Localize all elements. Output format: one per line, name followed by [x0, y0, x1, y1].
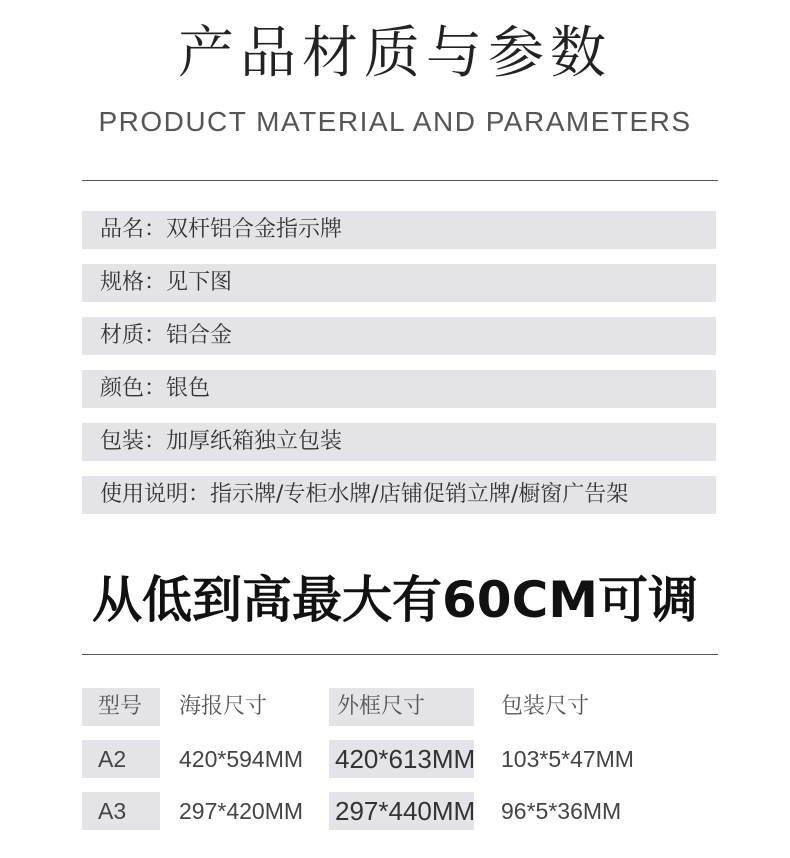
cell-model-a2: A2 [82, 740, 160, 778]
spec-row-material [82, 317, 716, 355]
cell-package-a2: 103*5*47MM [501, 746, 634, 772]
cell-frame-a2: 420*613MM [329, 740, 474, 778]
spec-value: 加厚纸箱独立包装 [166, 429, 343, 454]
spec-label: 使用说明： [100, 482, 211, 507]
cell-poster-a2: 420*594MM [179, 746, 304, 772]
top-divider [82, 180, 718, 181]
spec-label: 规格： [100, 270, 167, 295]
header-frame-size: 外框尺寸 [329, 688, 474, 726]
table-divider [82, 654, 718, 655]
spec-row-color [82, 370, 716, 408]
page-title: 产品材质与参数 [178, 21, 612, 86]
header-poster-size: 海报尺寸 [179, 694, 268, 719]
cell-poster-a3: 297*420MM [179, 798, 304, 824]
spec-label: 材质： [100, 323, 167, 348]
spec-value: 铝合金 [166, 323, 233, 348]
header-package-size: 包装尺寸 [501, 694, 590, 719]
adjustable-height-headline: 从低到高最大有60CM可调 [91, 571, 699, 629]
spec-value: 指示牌/专柜水牌/店铺促销立牌/橱窗广告架 [210, 482, 629, 507]
spec-row-size [82, 264, 716, 302]
page-subtitle: PRODUCT MATERIAL AND PARAMETERS [98, 106, 692, 137]
cell-frame-a3: 297*440MM [329, 792, 474, 830]
spec-row-name [82, 211, 716, 249]
spec-row-packaging [82, 423, 716, 461]
spec-value: 见下图 [166, 270, 233, 295]
spec-label: 颜色： [100, 376, 167, 401]
cell-package-a3: 96*5*36MM [501, 798, 622, 824]
spec-label: 品名： [100, 217, 167, 242]
spec-value: 银色 [166, 376, 211, 401]
header-model: 型号 [82, 688, 160, 726]
spec-label: 包装： [100, 429, 167, 454]
spec-row-usage [82, 476, 716, 514]
cell-model-a3: A3 [82, 792, 160, 830]
spec-value: 双杆铝合金指示牌 [166, 217, 343, 242]
